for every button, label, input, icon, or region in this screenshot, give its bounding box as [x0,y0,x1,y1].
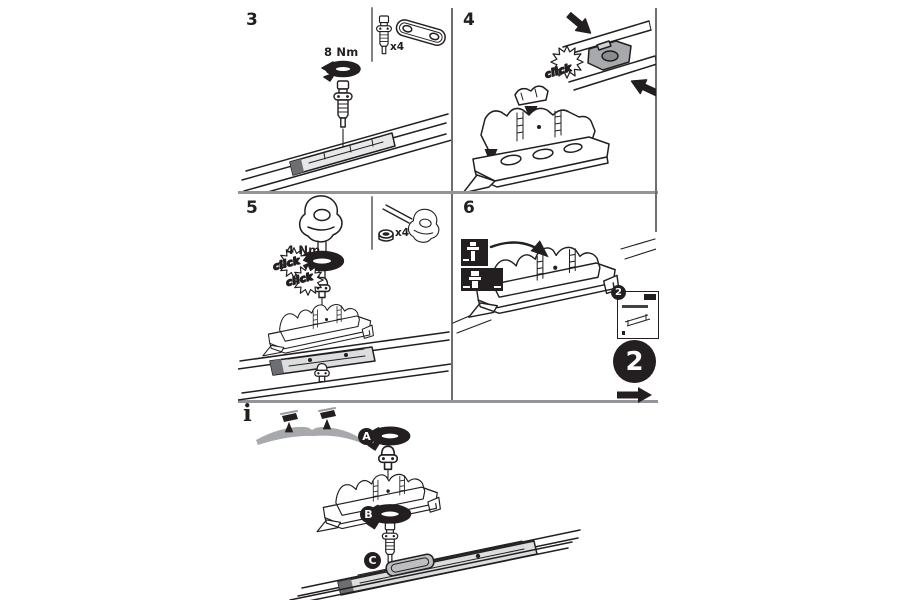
panel-final-overview [238,402,658,600]
brand-logo-block [644,294,656,300]
quantity-label: x4 [395,227,410,239]
click-detail-inset [544,9,656,100]
bolt-icon [334,81,352,127]
press-arrow-icon [628,74,656,99]
callout-a-label: A [362,430,371,443]
roof-rail-graphic [242,114,451,191]
click-label: click [543,62,574,81]
step-number: 4 [463,10,475,30]
callout-b-label: B [364,508,373,521]
next-step-circle [613,340,656,383]
step-number: 6 [463,198,475,218]
callout-c [364,552,381,569]
callout-a [358,428,375,445]
nut-icon [379,230,393,241]
tool-shaft [383,205,412,223]
clamp-part-graphic [515,86,548,105]
manual-booklet-icon [615,287,659,339]
torque-label: 4 Nm [286,243,321,257]
torque-knob-icon [300,196,342,242]
quantity-label: x4 [390,41,405,53]
step5-illustration [238,193,451,402]
roof-position-graphic [256,408,361,445]
click-label: click [285,271,315,289]
next-arrow-icon [617,387,653,403]
final-illustration [238,402,658,600]
callout-b [360,506,377,523]
panel-step-4 [451,5,656,191]
next-step-number: 2 [625,346,644,377]
callout-c-label: C [368,554,377,567]
manual-dot [622,331,625,335]
step3-illustration [238,5,451,191]
torque-tool-icon [407,207,442,244]
rotation-arrow-icon [322,62,360,82]
step-number: 3 [246,10,258,30]
cap-nut-icon [379,446,397,469]
panel-step-5 [238,193,451,402]
foot-assembly-graphic [263,304,374,355]
click-label: click [272,255,302,273]
press-arrow-icon [564,9,595,38]
info-icon: i [243,400,252,427]
manual-badge: 2 [611,285,626,300]
bolt-icon [382,523,397,562]
step-number: 5 [246,198,258,218]
step4-illustration [451,5,656,191]
manual-title-line [622,305,648,308]
panel-step-3 [238,5,451,191]
manual-mini-diagram [620,310,656,330]
torque-label: 8 Nm [324,45,359,59]
panel-step-6 [451,193,656,402]
